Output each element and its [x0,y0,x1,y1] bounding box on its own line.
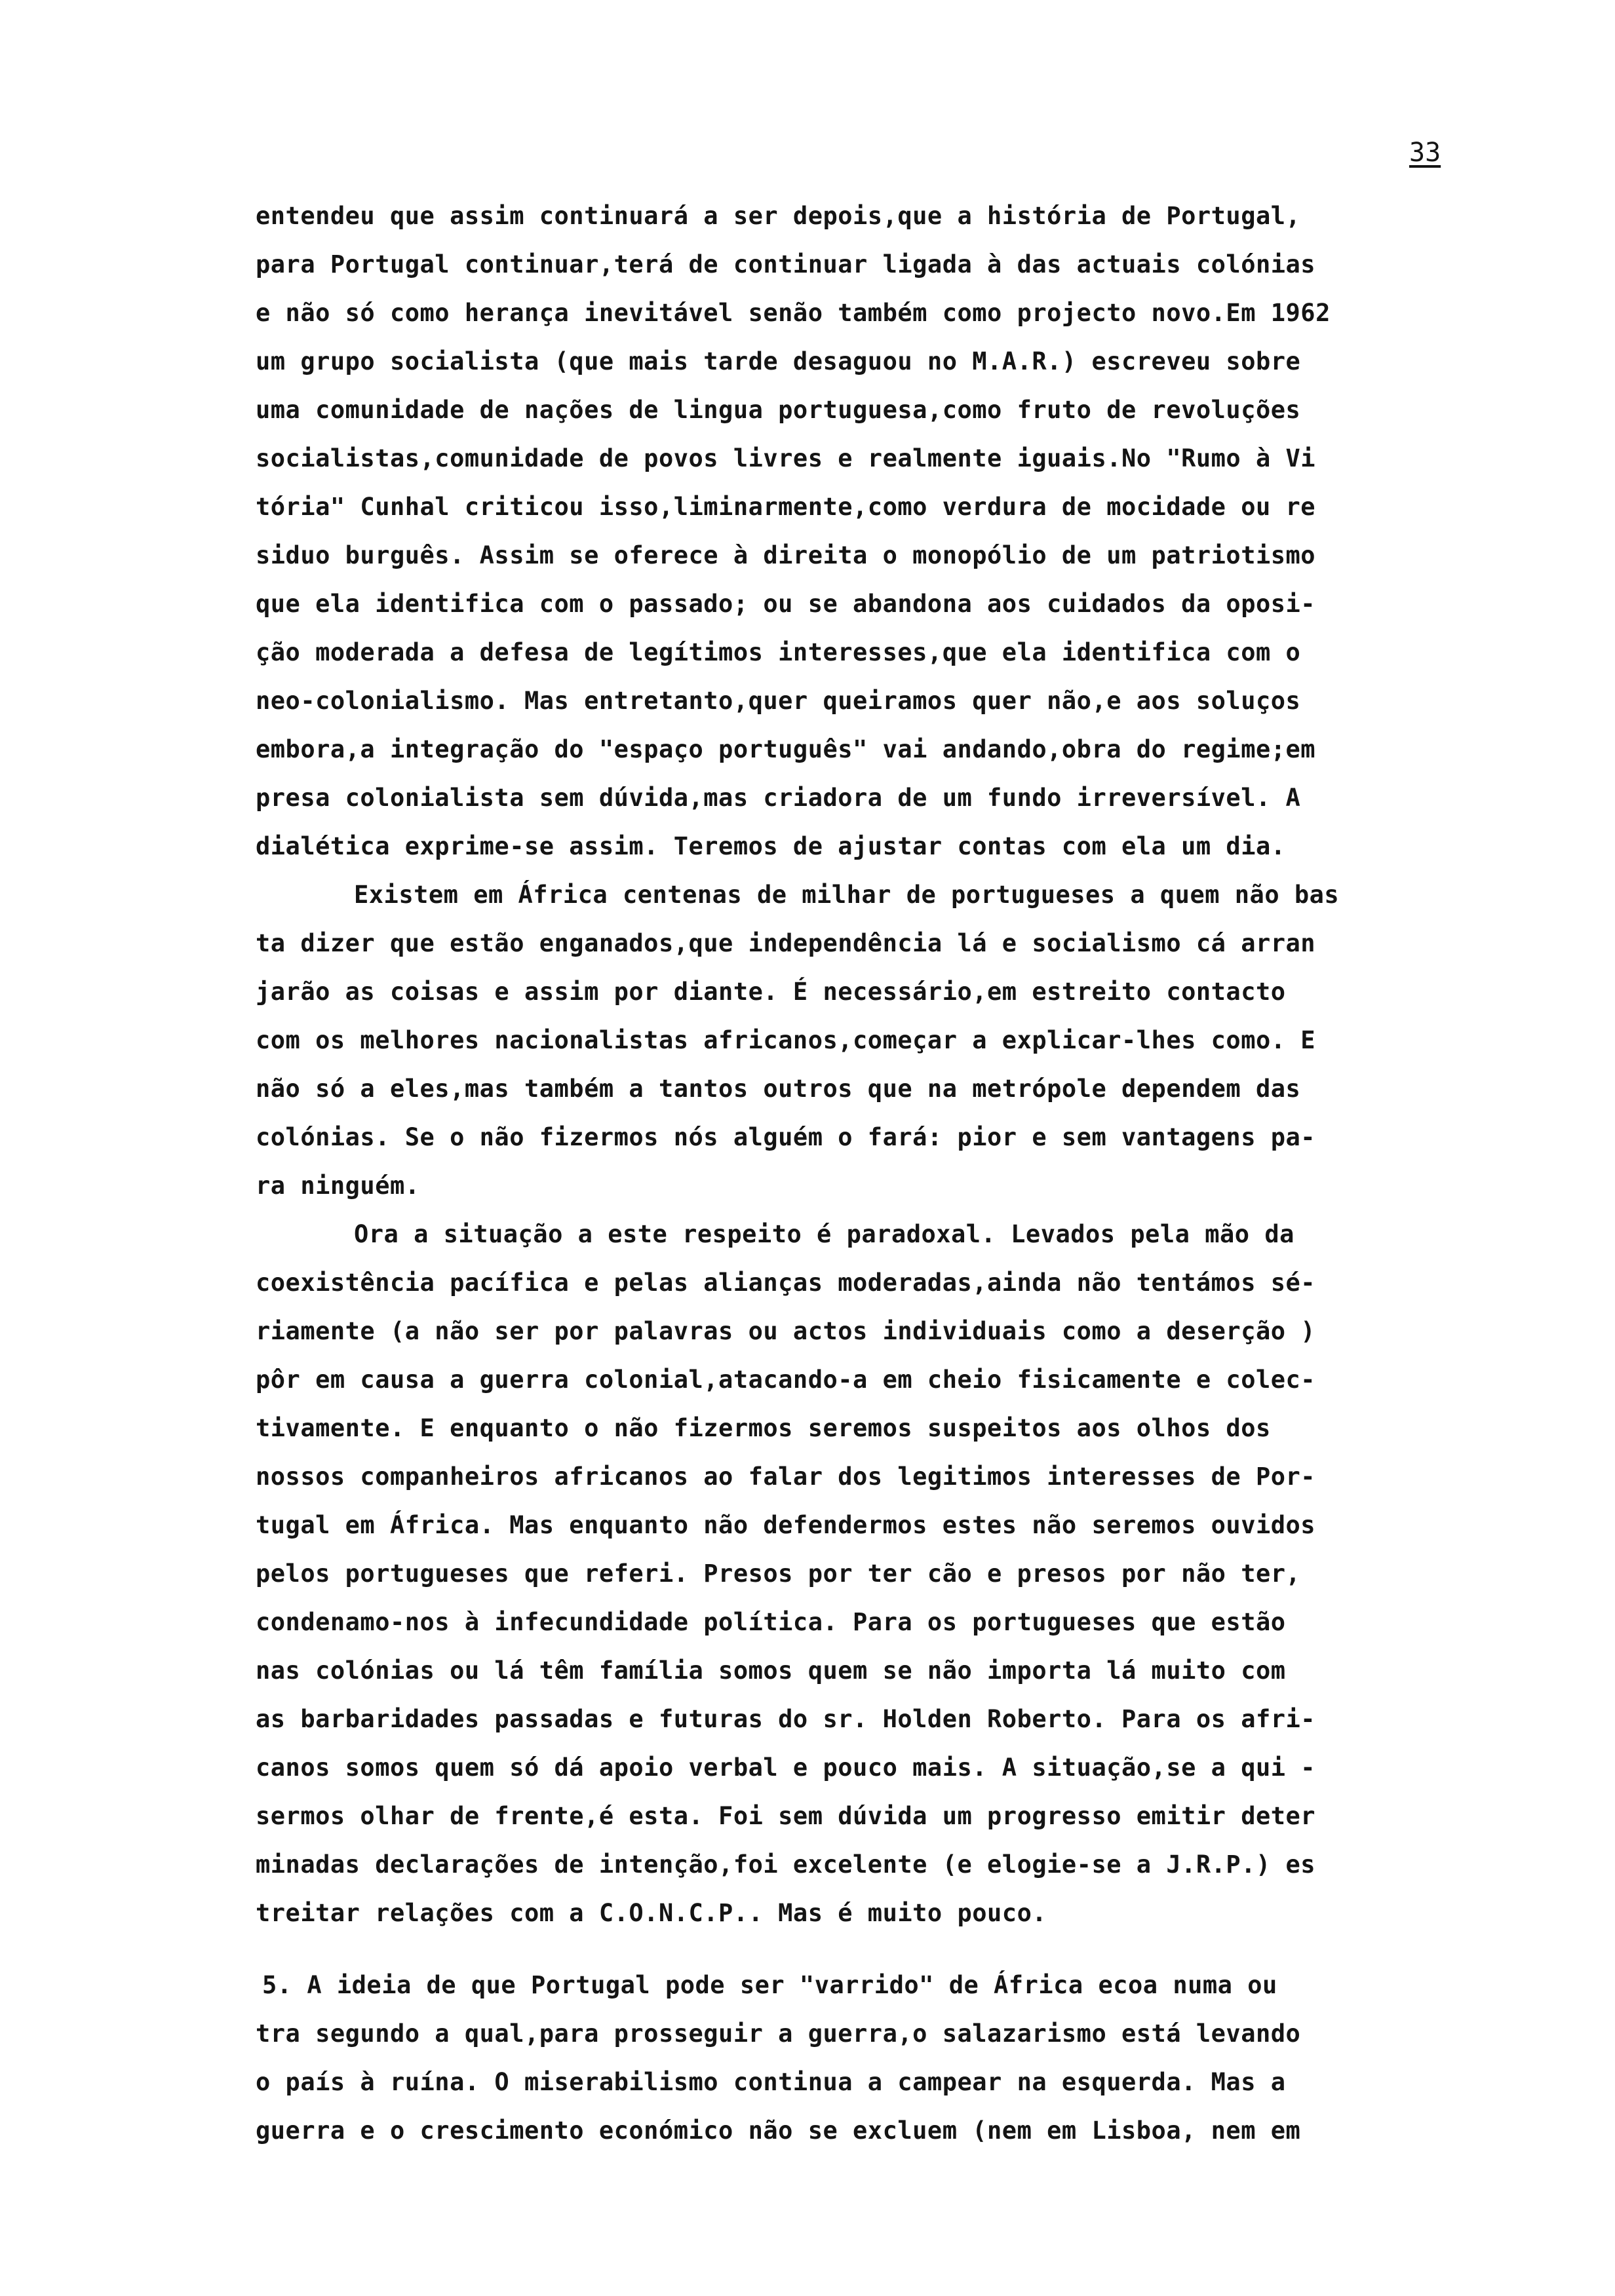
text-line: tugal em África. Mas enquanto não defendermos estes não seremos ouvidos [256,1511,1316,1539]
text-line: entendeu que assim continuará a ser depois,que a história de Portugal, [256,202,1301,230]
text-line: sermos olhar de frente,é esta. Foi sem dúvida um progresso emitir deter [256,1802,1316,1830]
text-line: 5. A ideia de que Portugal pode ser "varrido" de África ecoa numa ou [262,1971,1277,1999]
text-line: uma comunidade de nações de lingua portuguesa,como fruto de revoluções [256,396,1301,424]
text-line: Ora a situação a este respeito é paradoxal. Levados pela mão da [354,1220,1294,1248]
text-line: presa colonialista sem dúvida,mas criadora de um fundo irreversível. A [256,784,1301,812]
text-line: com os melhores nacionalistas africanos,começar a explicar-lhes como. E [256,1026,1316,1054]
text-line: canos somos quem só dá apoio verbal e pouco mais. A situação,se a qui - [256,1753,1316,1782]
text-line: nossos companheiros africanos ao falar dos legitimos interesses de Por- [256,1463,1316,1491]
text-line: treitar relações com a C.O.N.C.P.. Mas é muito pouco. [256,1899,1047,1927]
text-line: as barbaridades passadas e futuras do sr. Holden Roberto. Para os afri- [256,1705,1316,1733]
text-line: riamente (a não ser por palavras ou actos individuais como a deserção ) [256,1317,1316,1345]
text-line: coexistência pacífica e pelas alianças moderadas,ainda não tentámos sé- [256,1269,1316,1297]
text-line: um grupo socialista (que mais tarde desaguou no M.A.R.) escreveu sobre [256,347,1301,375]
text-line: nas colónias ou lá têm família somos quem se não importa lá muito com [256,1656,1286,1685]
text-line: guerra e o crescimento económico não se excluem (nem em Lisboa, nem em [256,2116,1301,2145]
text-line: tivamente. E enquanto o não fizermos seremos suspeitos aos olhos dos [256,1414,1271,1442]
text-line: tória" Cunhal criticou isso,liminarmente,como verdura de mocidade ou re [256,493,1316,521]
text-line: dialética exprime-se assim. Teremos de ajustar contas com ela um dia. [256,832,1286,860]
text-line: condenamo-nos à infecundidade política. Para os portugueses que estão [256,1608,1286,1636]
text-line: e não só como herança inevitável senão também como projecto novo.Em 1962 [256,299,1331,327]
text-line: siduo burguês. Assim se oferece à direita o monopólio de um patriotismo [256,541,1316,569]
text-line: pelos portugueses que referi. Presos por ter cão e presos por não ter, [256,1559,1301,1588]
text-line: jarão as coisas e assim por diante. É necessário,em estreito contacto [256,978,1286,1006]
text-line: embora,a integração do "espaço português" vai andando,obra do regime;em [256,735,1316,763]
page-number: 33 [1409,138,1441,168]
text-line: ta dizer que estão enganados,que independência lá e socialismo cá arran [256,929,1316,957]
text-line: para Portugal continuar,terá de continuar ligada à das actuais colónias [256,250,1316,278]
text-line: socialistas,comunidade de povos livres e realmente iguais.No "Rumo à Vi [256,444,1316,472]
text-line: ção moderada a defesa de legítimos interesses,que ela identifica com o [256,638,1301,666]
text-line: o país à ruína. O miserabilismo continua a campear na esquerda. Mas a [256,2068,1286,2096]
text-line: Existem em África centenas de milhar de portugueses a quem não bas [354,881,1340,909]
text-line: colónias. Se o não fizermos nós alguém o fará: pior e sem vantagens pa- [256,1123,1316,1151]
text-line: ra ninguém. [256,1172,420,1200]
text-line: que ela identifica com o passado; ou se abandona aos cuidados da oposi- [256,590,1316,618]
text-line: pôr em causa a guerra colonial,atacando-a em cheio fisicamente e colec- [256,1366,1316,1394]
text-line: não só a eles,mas também a tantos outros que na metrópole dependem das [256,1075,1301,1103]
text-line: minadas declarações de intenção,foi excelente (e elogie-se a J.R.P.) es [256,1850,1316,1879]
text-line: neo-colonialismo. Mas entretanto,quer queiramos quer não,e aos soluços [256,687,1301,715]
text-line: tra segundo a qual,para prosseguir a guerra,o salazarismo está levando [256,2019,1301,2048]
